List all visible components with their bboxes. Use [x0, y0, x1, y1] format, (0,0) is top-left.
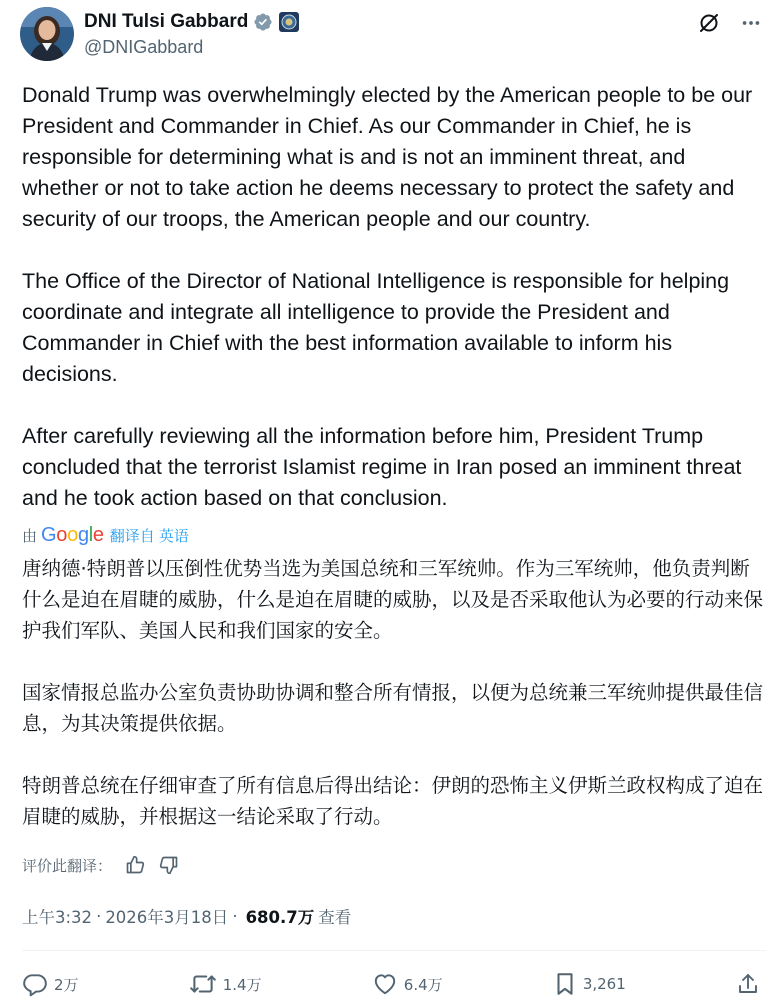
tweet-paragraph: Donald Trump was overwhelmingly elected by the American people to be our President and Commander in Chief. As our Commander in Chief, he is responsible for determining what is and is not an imminent threat, and whether or not to take action he deems necessary to protect the safety and security of our troops, the American people and our country.: [22, 83, 753, 231]
share-button[interactable]: [736, 971, 760, 997]
tweet-header: [20, 6, 764, 62]
translation-prefix: 由: [22, 527, 38, 545]
translated-paragraph: 特朗普总统在仔细审查了所有信息后得出结论：伊朗的恐怖主义伊斯兰政权构成了迫在眉睫的威胁，并根据这一结论采取了行动。: [22, 774, 764, 828]
translated-paragraph: 国家情报总监办公室负责协助协调和整合所有情报，以便为总统兼三军统帅提供最佳信息，为其决策提供依据。: [22, 681, 764, 735]
share-icon: [736, 971, 760, 997]
grok-icon[interactable]: [696, 10, 722, 36]
reply-count: 2万: [54, 975, 79, 994]
dni-seal-icon[interactable]: [279, 12, 299, 32]
bookmark-icon: [553, 971, 577, 997]
rate-translation-label: 评价此翻译：: [22, 856, 113, 875]
tweet-time[interactable]: 上午3:32: [22, 908, 93, 927]
more-icon[interactable]: [738, 10, 764, 36]
avatar-image: [20, 7, 74, 61]
google-logo: Google: [41, 523, 104, 546]
thumbs-down-icon[interactable]: [158, 854, 180, 876]
reply-button[interactable]: [22, 971, 79, 997]
repost-button[interactable]: [189, 971, 262, 997]
avatar[interactable]: [20, 7, 74, 61]
action-bar: [22, 966, 760, 1002]
like-count: 6.4万: [403, 975, 443, 994]
tweet-paragraph: The Office of the Director of National Intelligence is responsible for helping coordinate and integrate all intelligence to provide the President and Commander in Chief with the best information available to inform his decisions.: [22, 269, 730, 386]
translated-paragraph: 唐纳德·特朗普以压倒性优势当选为美国总统和三军统帅。作为三军统帅，他负责判断什么是迫在眉睫的威胁，什么是迫在眉睫的威胁，以及是否采取他认为必要的行动来保护我们军队、美国人民和我们国家的安全。: [22, 557, 764, 642]
author-handle[interactable]: @DNIGabbard: [84, 37, 204, 57]
bookmark-button[interactable]: [553, 971, 626, 997]
author-display-name[interactable]: DNI Tulsi Gabbard: [84, 11, 249, 32]
translated-text: [22, 553, 767, 832]
tweet-meta: [22, 903, 351, 929]
tweet-date[interactable]: 2026年3月18日: [105, 908, 229, 927]
heart-icon: [372, 971, 398, 997]
translated-from-link[interactable]: 翻译自 英语: [109, 527, 189, 545]
tweet-text: [22, 80, 767, 514]
repost-icon: [189, 971, 217, 997]
thumbs-up-icon[interactable]: [124, 854, 146, 876]
reply-icon: [22, 971, 48, 997]
meta-separator: ·: [232, 906, 238, 926]
translation-attribution: [22, 523, 189, 547]
verified-badge-icon[interactable]: [253, 12, 273, 32]
rate-translation: [22, 852, 180, 878]
like-button[interactable]: [372, 971, 443, 997]
repost-count: 1.4万: [222, 975, 262, 994]
bookmark-count: 3,261: [582, 975, 626, 993]
view-count[interactable]: 680.7万: [245, 908, 315, 927]
divider: [22, 950, 766, 951]
meta-separator: ·: [96, 906, 102, 926]
tweet-paragraph: After carefully reviewing all the information before him, President Trump concluded that the terrorist Islamist regime in Iran posed an imminent threat and he took action based on that conclusion.: [22, 424, 742, 510]
views-label: 查看: [318, 908, 352, 927]
